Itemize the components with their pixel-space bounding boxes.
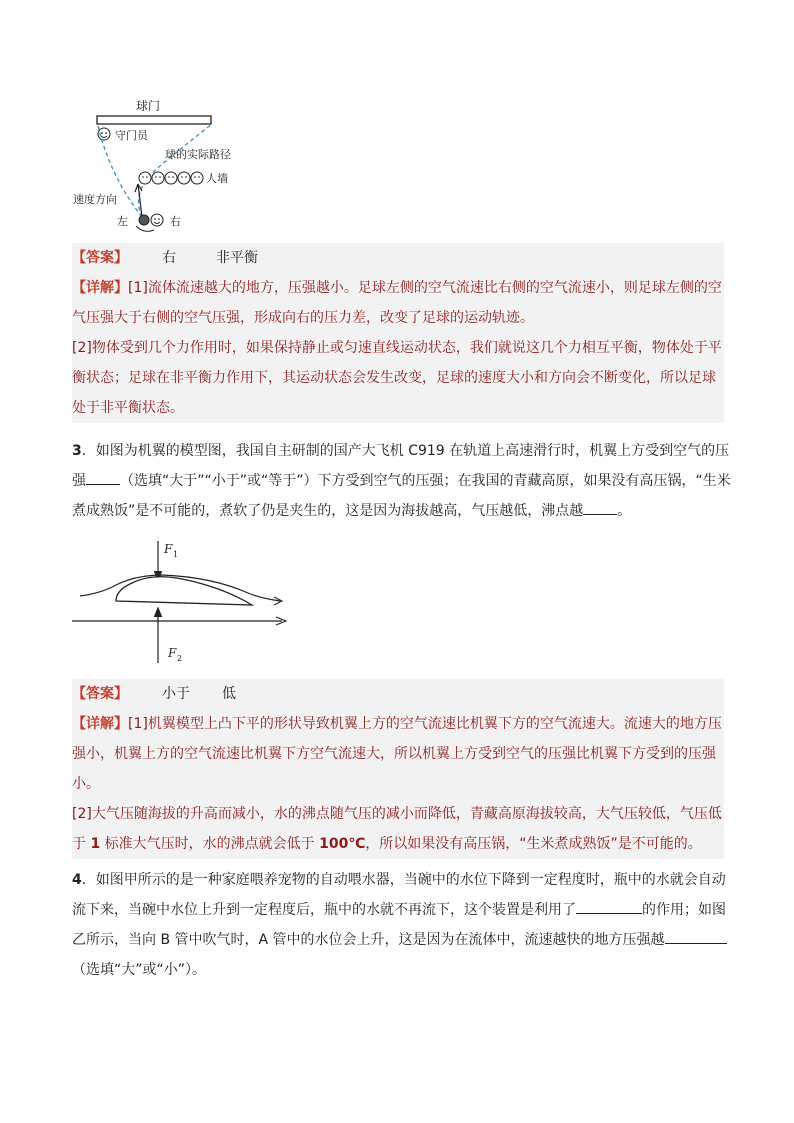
- q2-answer-2: 非平衡: [216, 250, 258, 266]
- q2-detail-line: 处于非平衡状态。: [72, 400, 184, 416]
- q3-answer-block: [72, 679, 724, 859]
- ball-icon: [139, 215, 149, 225]
- q2-answer-1: 右: [162, 250, 176, 266]
- wall-label: 人墙: [206, 172, 228, 185]
- q3-detail-line: 小。: [72, 776, 100, 792]
- detail-tag: 【详解】: [72, 716, 128, 732]
- wing-shape: [116, 577, 252, 605]
- q2-detail-line: [2]物体受到几个力作用时，如果保持静止或匀速直线运动状态，我们就说这几个力相互平衡，物体处于平: [72, 340, 722, 356]
- q4-blank-1: [576, 897, 642, 914]
- velocity-label: 速度方向: [73, 193, 117, 206]
- q3-question: 3．如图为机翼的模型图，我国自主研制的国产大飞机 C919 在轨道上高速滑行时，机翼上方受到空气的压 强 （选填“大于”“小于”或“等于”）下方受到空气的压强；在我国的青藏高原，如果没有高压锅，“生米 煮成熟饭”是不可能的，煮软了仍是夹生的，这是因为海拔越高，气压越低，沸点越 。: [72, 443, 731, 519]
- q3-answer-2: 低: [222, 686, 236, 702]
- right-label: 右: [170, 215, 181, 228]
- f1-sub: 1: [173, 550, 179, 559]
- q3-detail-line: 于 1 标准大气压时，水的沸点就会低于 100℃，所以如果没有高压锅，“生米煮成熟饭”是不可能的。: [72, 836, 702, 852]
- q4-blank-2: [665, 927, 727, 944]
- football-figure: [70, 96, 260, 236]
- q4-number: 4: [72, 872, 82, 888]
- q3-answer-line: [72, 679, 724, 709]
- kicker-icon: [151, 214, 163, 226]
- left-label: 左: [117, 215, 128, 228]
- q2-answer-line: [72, 243, 724, 273]
- spin-arrow: [136, 226, 154, 231]
- q3-blank-1: [86, 468, 120, 485]
- actual-path: [139, 124, 212, 217]
- f1-label: F: [164, 542, 173, 556]
- detail-tag: 【详解】: [72, 280, 128, 296]
- q3-blank-2: [583, 498, 617, 515]
- goal-bar: [97, 116, 211, 124]
- answer-tag: 【答案】: [72, 250, 128, 266]
- goalkeeper-label: 守门员: [115, 129, 148, 142]
- q2-detail-line: 【详解】[1]流体流速越大的地方，压强越小。足球左侧的空气流速比右侧的空气流速小，则足球左侧的空: [72, 280, 722, 296]
- answer-tag: 【答案】: [72, 686, 128, 702]
- f2-label: F: [168, 646, 177, 660]
- q3-answer-1: 小于: [162, 686, 190, 702]
- q2-detail-line: 衡状态；足球在非平衡力作用下，其运动状态会发生改变，足球的速度大小和方向会不断变化，所以足球: [72, 370, 716, 386]
- wall-icon: [139, 172, 203, 184]
- q4-question: 4．如图甲所示的是一种家庭喂养宠物的自动喂水器，当碗中的水位下降到一定程度时，瓶中的水就会自动 流下来，当碗中水位上升到一定程度后，瓶中的水就不再流下，这个装置是利用了 的作用；如图 乙所示，当向 B 管中吹气时，A 管中的水位会上升，这是因为在流体中，流速越快的地方压强越 （选填“大”或“小”）。: [72, 872, 726, 978]
- q2-answer-block: [72, 243, 724, 423]
- f2-sub: 2: [177, 654, 183, 663]
- q3-number: 3: [72, 443, 82, 459]
- q3-detail-line: 强小，机翼上方的空气流速比机翼下方空气流速大，所以机翼上方受到空气的压强比机翼下方受到的压强: [72, 746, 716, 762]
- path-label: 球的实际路径: [165, 148, 231, 161]
- goal-label: 球门: [136, 99, 161, 113]
- q3-detail-line: 【详解】[1]机翼模型上凸下平的形状导致机翼上方的空气流速比机翼下方的空气流速大。流速大的地方压: [72, 716, 722, 732]
- q3-detail-line: [2]大气压随海拔的升高而减小，水的沸点随气压的减小而降低，青藏高原海拔较高，大气压较低，气压低: [72, 806, 722, 822]
- wing-figure: [72, 535, 292, 670]
- q2-detail-line: 气压强大于右侧的空气压强，形成向右的压力差，改变了足球的运动轨迹。: [72, 310, 534, 326]
